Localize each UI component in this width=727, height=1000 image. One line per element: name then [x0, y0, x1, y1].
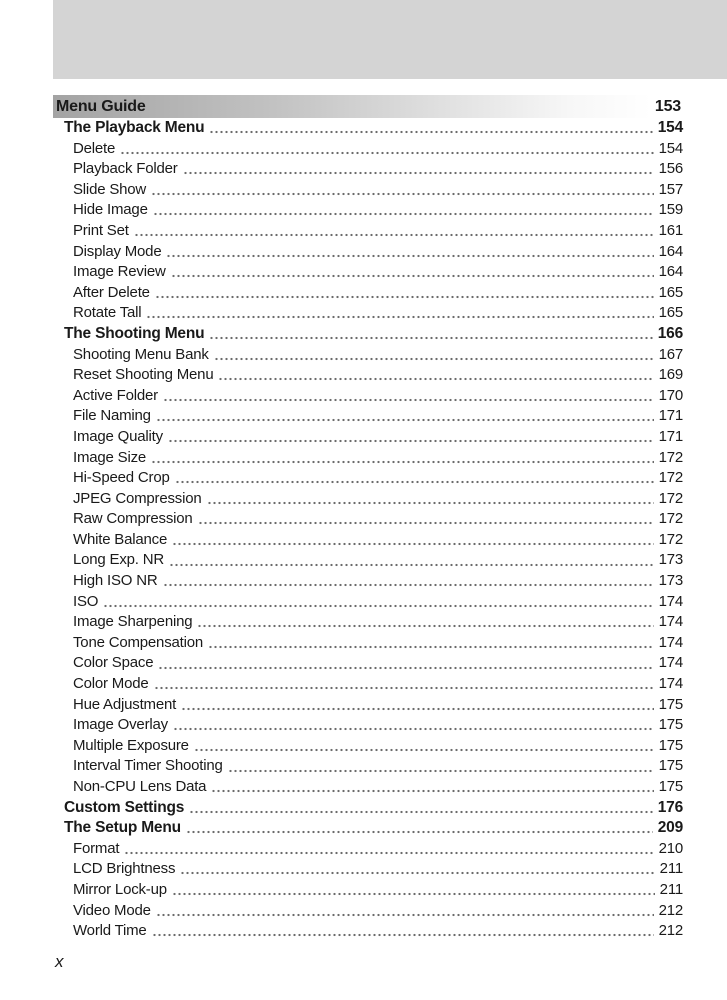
dotted-leader [181, 695, 653, 716]
toc-entry [53, 695, 683, 716]
toc-entry-page: 173 [658, 572, 683, 590]
toc-entry-page: 211 [659, 860, 683, 878]
toc-entry [53, 427, 683, 448]
toc-entry [53, 118, 683, 139]
toc-entry-page: 212 [658, 922, 683, 940]
toc-entry [53, 406, 683, 427]
dotted-leader [146, 303, 653, 324]
toc-entry-label: The Shooting Menu [64, 324, 205, 342]
dotted-leader [197, 612, 653, 633]
toc-entry [53, 859, 683, 880]
toc-entry-label: Raw Compression [73, 510, 193, 528]
toc-entry [53, 324, 683, 345]
dotted-leader [207, 489, 654, 510]
toc-entry-page: 169 [658, 366, 683, 384]
toc-entry [53, 468, 683, 489]
toc-entry [53, 715, 683, 736]
toc-entry-label: Active Folder [73, 386, 158, 404]
dotted-leader [180, 859, 654, 880]
dotted-leader [151, 448, 654, 469]
dotted-leader [166, 242, 653, 263]
dotted-leader [186, 818, 653, 839]
toc-entry-label: The Playback Menu [64, 119, 205, 136]
toc-entry [53, 839, 683, 860]
toc-entry [53, 139, 683, 160]
toc-entry [53, 674, 683, 695]
toc-entry-label: Non-CPU Lens Data [73, 778, 207, 795]
toc-entry-page: 156 [658, 160, 683, 178]
toc-entry-label: Playback Folder [73, 160, 178, 178]
toc-entry-page: 211 [659, 880, 683, 898]
toc-entry-label: White Balance [73, 530, 168, 548]
toc-entry-label: Image Overlay [73, 716, 168, 734]
toc-entry-page: 157 [658, 180, 683, 198]
toc-entry-label: JPEG Compression [73, 489, 202, 507]
toc-entry-label: Long Exp. NR [73, 551, 164, 569]
toc-entry [53, 653, 683, 674]
toc-entry [53, 550, 683, 571]
toc-entry-label: Color Space [73, 654, 154, 672]
toc-entry-label: Image Review [73, 263, 166, 281]
dotted-leader [172, 880, 655, 901]
toc-entry [53, 221, 683, 242]
toc-entry-page: 174 [658, 675, 683, 693]
toc-entry-label: File Naming [73, 407, 151, 425]
toc-entry-label: Slide Show [73, 180, 147, 198]
toc-entry-page: 172 [658, 510, 683, 528]
toc-entry [53, 921, 683, 942]
dotted-leader [194, 736, 654, 757]
dotted-leader [103, 592, 653, 613]
dotted-leader [158, 653, 653, 674]
toc-entry-label: Image Quality [73, 427, 163, 445]
toc-entry-label: High ISO NR [73, 572, 158, 590]
toc-entry-label: Reset Shooting Menu [73, 366, 214, 384]
toc-entry-label: Delete [73, 139, 116, 157]
toc-entry [53, 262, 683, 283]
dotted-leader [134, 221, 654, 242]
dotted-leader [173, 715, 654, 736]
toc-entry-label: After Delete [73, 283, 150, 301]
toc-entry [53, 818, 683, 839]
toc-entry [53, 736, 683, 757]
toc-entry-page: 175 [658, 757, 683, 775]
toc-entry-label: Tone Compensation [73, 633, 204, 651]
toc-entry [53, 756, 683, 777]
toc-entry [53, 592, 683, 613]
dotted-leader [209, 324, 652, 345]
dotted-leader [228, 756, 654, 777]
dotted-leader [175, 468, 654, 489]
toc-entry-page: 154 [658, 139, 683, 157]
toc-entry-label: Shooting Menu Bank [73, 345, 209, 363]
toc-entry-label: The Setup Menu [64, 819, 181, 837]
dotted-leader [163, 571, 654, 592]
dotted-leader [172, 530, 653, 551]
toc-entry [53, 798, 683, 819]
toc-entry-page: 174 [658, 654, 683, 672]
toc-entry [53, 180, 683, 201]
toc-entry-page: 167 [658, 345, 683, 363]
toc-entry-label: Print Set [73, 221, 129, 239]
toc-entry-page: 164 [658, 263, 683, 281]
toc-entry-page: 175 [658, 736, 683, 754]
toc-entry-label: Display Mode [73, 242, 162, 260]
toc-entry-page: 174 [658, 633, 683, 651]
toc-entry-page: 176 [657, 798, 683, 816]
toc-entry-page: 166 [657, 324, 683, 342]
dotted-leader [120, 139, 653, 160]
toc-entry-label: Hide Image [73, 201, 148, 219]
toc-entry-page: 173 [658, 551, 683, 569]
dotted-leader [211, 777, 653, 798]
toc-entry [53, 200, 683, 221]
toc-entry-page: 154 [657, 119, 683, 136]
dotted-leader [169, 550, 654, 571]
toc-content [53, 95, 683, 942]
toc-entry-page: 161 [658, 221, 683, 239]
dotted-leader [183, 159, 654, 180]
toc-entry-page: 172 [658, 448, 683, 466]
toc-entry [53, 901, 683, 922]
toc-entry-label: Image Sharpening [73, 613, 193, 631]
toc-entry-page: 171 [658, 427, 683, 445]
toc-entry-page: 172 [658, 469, 683, 487]
toc-entry-page: 212 [658, 901, 683, 919]
dotted-leader [209, 118, 652, 139]
toc-entry-page: 209 [657, 819, 683, 837]
toc-section-page: 153 [654, 97, 681, 115]
toc-entry-label: Custom Settings [64, 798, 185, 816]
toc-entry [53, 242, 683, 263]
toc-entry-page: 171 [658, 407, 683, 425]
toc-entry [53, 448, 683, 469]
toc-entry-label: LCD Brightness [73, 860, 176, 878]
dotted-leader [153, 200, 654, 221]
dotted-leader [152, 921, 654, 942]
toc-entry-label: Color Mode [73, 675, 149, 693]
toc-entry [53, 159, 683, 180]
toc-entry-page: 164 [658, 242, 683, 260]
dotted-leader [155, 283, 654, 304]
toc-entry-label: ISO [73, 592, 99, 610]
dotted-leader [198, 509, 654, 530]
toc-entry [53, 612, 683, 633]
toc-entry-label: Mirror Lock-up [73, 880, 167, 898]
toc-entry [53, 880, 683, 901]
toc-entry-page: 174 [658, 592, 683, 610]
toc-entry-label: Format [73, 839, 120, 857]
dotted-leader [214, 345, 654, 366]
dotted-leader [124, 839, 653, 860]
toc-section-header [53, 95, 683, 118]
toc-entry [53, 386, 683, 407]
toc-entry-label: World Time [73, 922, 147, 940]
dotted-leader [156, 901, 654, 922]
toc-entry-label: Hue Adjustment [73, 695, 177, 713]
toc-entry-page: 174 [658, 613, 683, 631]
toc-entry [53, 365, 683, 386]
toc-entry-label: Video Mode [73, 901, 151, 919]
toc-entry [53, 489, 683, 510]
dotted-leader [151, 180, 654, 201]
dotted-leader [218, 365, 653, 386]
page-number: x [55, 952, 64, 971]
toc-entry [53, 571, 683, 592]
dotted-leader [168, 427, 654, 448]
toc-entry [53, 509, 683, 530]
dotted-leader [156, 406, 654, 427]
dotted-leader [154, 674, 654, 695]
toc-entry-label: Image Size [73, 448, 147, 466]
toc-entry-label: Hi-Speed Crop [73, 469, 170, 487]
dotted-leader [171, 262, 654, 283]
toc-entry-page: 175 [658, 778, 683, 795]
toc-entry [53, 633, 683, 654]
toc-entry-page: 159 [658, 201, 683, 219]
toc-entry-page: 175 [658, 716, 683, 734]
toc-entry-page: 165 [658, 283, 683, 301]
toc-entry-page: 172 [658, 489, 683, 507]
toc-entry-page: 172 [658, 530, 683, 548]
dotted-leader [189, 798, 653, 819]
toc-entry-page: 165 [658, 304, 683, 322]
toc-section-title: Menu Guide [56, 97, 146, 115]
dotted-leader [208, 633, 654, 654]
toc-entry-page: 170 [658, 386, 683, 404]
toc-entry [53, 530, 683, 551]
toc-entry-page: 175 [658, 695, 683, 713]
dotted-leader [163, 386, 654, 407]
chapter-header-block [53, 0, 727, 79]
toc-entry [53, 303, 683, 324]
toc-entry-page: 210 [658, 839, 683, 857]
toc-entry-label: Rotate Tall [73, 304, 142, 322]
toc-entry [53, 777, 683, 798]
toc-entry [53, 345, 683, 366]
toc-entry [53, 283, 683, 304]
toc-entry-label: Interval Timer Shooting [73, 757, 223, 775]
toc-entry-label: Multiple Exposure [73, 736, 189, 754]
toc-list [53, 118, 683, 942]
